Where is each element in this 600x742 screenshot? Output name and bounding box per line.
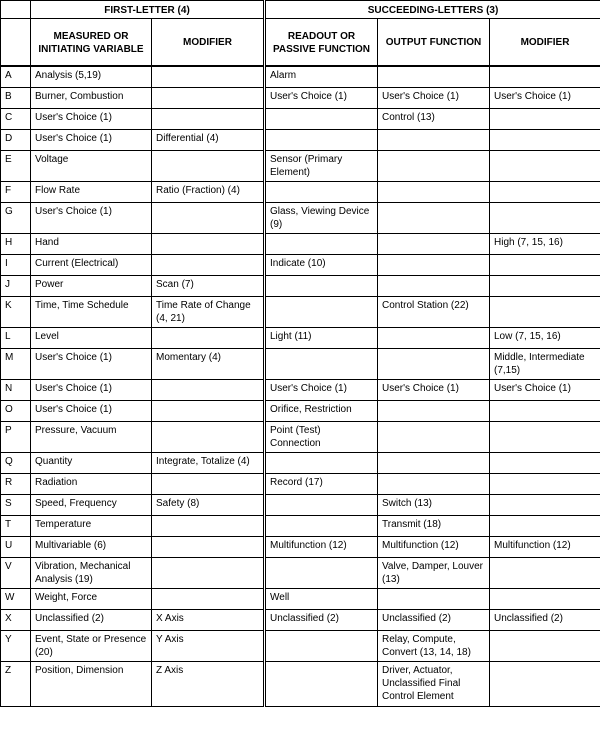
readout-function-cell: Record (17) xyxy=(265,473,378,494)
table-row xyxy=(1,630,600,661)
first-modifier-cell xyxy=(152,515,265,536)
succeeding-modifier-cell xyxy=(490,181,600,202)
succeeding-modifier-cell: Multifunction (12) xyxy=(490,536,600,557)
first-modifier-cell xyxy=(152,473,265,494)
succeeding-modifier-cell: Low (7, 15, 16) xyxy=(490,327,600,348)
succeeding-modifier-header: MODIFIER xyxy=(490,19,600,67)
output-function-cell: Control Station (22) xyxy=(378,296,490,327)
letter-cell: V xyxy=(1,557,31,588)
output-function-cell xyxy=(378,588,490,609)
measured-variable-cell: User's Choice (1) xyxy=(31,202,152,233)
table-row xyxy=(1,515,600,536)
first-modifier-cell xyxy=(152,588,265,609)
first-modifier-cell: Ratio (Fraction) (4) xyxy=(152,181,265,202)
readout-function-cell xyxy=(265,296,378,327)
succeeding-modifier-cell xyxy=(490,400,600,421)
output-function-cell: Valve, Damper, Louver (13) xyxy=(378,557,490,588)
succeeding-modifier-cell xyxy=(490,129,600,150)
first-modifier-cell xyxy=(152,327,265,348)
readout-function-cell xyxy=(265,275,378,296)
readout-function-cell: Well xyxy=(265,588,378,609)
output-function-cell: Relay, Compute, Convert (13, 14, 18) xyxy=(378,630,490,661)
first-modifier-cell: Time Rate of Change (4, 21) xyxy=(152,296,265,327)
readout-function-cell: Multifunction (12) xyxy=(265,536,378,557)
table-row xyxy=(1,609,600,630)
succeeding-modifier-cell xyxy=(490,515,600,536)
table-row xyxy=(1,421,600,452)
measured-variable-cell: Quantity xyxy=(31,452,152,473)
letter-cell: C xyxy=(1,108,31,129)
readout-function-cell xyxy=(265,181,378,202)
column-header-row xyxy=(1,19,600,67)
succeeding-modifier-cell xyxy=(490,473,600,494)
corner-cell xyxy=(1,1,31,19)
first-modifier-cell: Z Axis xyxy=(152,661,265,706)
measured-variable-cell: Current (Electrical) xyxy=(31,254,152,275)
output-function-cell xyxy=(378,150,490,181)
readout-function-cell xyxy=(265,630,378,661)
letter-cell: A xyxy=(1,66,31,87)
succeeding-modifier-cell xyxy=(490,296,600,327)
letter-cell: U xyxy=(1,536,31,557)
output-function-cell xyxy=(378,275,490,296)
measured-variable-cell: Analysis (5,19) xyxy=(31,66,152,87)
succeeding-modifier-cell xyxy=(490,421,600,452)
output-function-cell: Multifunction (12) xyxy=(378,536,490,557)
succeeding-modifier-cell: High (7, 15, 16) xyxy=(490,233,600,254)
first-modifier-cell xyxy=(152,150,265,181)
letter-cell: L xyxy=(1,327,31,348)
measured-variable-cell: Speed, Frequency xyxy=(31,494,152,515)
succeeding-modifier-cell xyxy=(490,494,600,515)
succeeding-modifier-cell xyxy=(490,66,600,87)
measured-variable-cell: Temperature xyxy=(31,515,152,536)
output-function-cell xyxy=(378,254,490,275)
first-modifier-cell xyxy=(152,87,265,108)
first-modifier-cell: Integrate, Totalize (4) xyxy=(152,452,265,473)
readout-function-cell xyxy=(265,233,378,254)
letter-cell: R xyxy=(1,473,31,494)
readout-function-cell: Orifice, Restriction xyxy=(265,400,378,421)
table-row xyxy=(1,536,600,557)
first-letter-group-header: FIRST-LETTER (4) xyxy=(31,1,265,19)
readout-function-cell xyxy=(265,129,378,150)
table-row xyxy=(1,202,600,233)
table-row xyxy=(1,379,600,400)
succeeding-modifier-cell xyxy=(490,202,600,233)
measured-variable-cell: Flow Rate xyxy=(31,181,152,202)
first-modifier-cell xyxy=(152,233,265,254)
output-function-cell: Transmit (18) xyxy=(378,515,490,536)
output-function-cell: Driver, Actuator, Unclassified Final Control Element xyxy=(378,661,490,706)
letter-cell: F xyxy=(1,181,31,202)
letter-cell: X xyxy=(1,609,31,630)
measured-variable-cell: Multivariable (6) xyxy=(31,536,152,557)
first-modifier-cell xyxy=(152,108,265,129)
letter-cell: K xyxy=(1,296,31,327)
first-modifier-cell: Y Axis xyxy=(152,630,265,661)
succeeding-modifier-cell xyxy=(490,557,600,588)
measured-variable-cell: User's Choice (1) xyxy=(31,379,152,400)
measured-variable-cell: Power xyxy=(31,275,152,296)
measured-variable-cell: Unclassified (2) xyxy=(31,609,152,630)
succeeding-modifier-cell: User's Choice (1) xyxy=(490,87,600,108)
table-row xyxy=(1,661,600,706)
measured-variable-cell: Position, Dimension xyxy=(31,661,152,706)
measured-variable-cell: Time, Time Schedule xyxy=(31,296,152,327)
readout-function-cell xyxy=(265,452,378,473)
first-modifier-cell xyxy=(152,400,265,421)
readout-function-cell xyxy=(265,661,378,706)
measured-variable-cell: Hand xyxy=(31,233,152,254)
table-row xyxy=(1,129,600,150)
readout-function-cell: Unclassified (2) xyxy=(265,609,378,630)
table-row xyxy=(1,87,600,108)
measured-variable-cell: Level xyxy=(31,327,152,348)
letter-cell: W xyxy=(1,588,31,609)
letter-cell: I xyxy=(1,254,31,275)
output-function-cell xyxy=(378,400,490,421)
letter-header-cell xyxy=(1,19,31,67)
measured-variable-cell: User's Choice (1) xyxy=(31,348,152,379)
succeeding-modifier-cell xyxy=(490,630,600,661)
succeeding-modifier-cell xyxy=(490,661,600,706)
table-row xyxy=(1,254,600,275)
output-function-cell xyxy=(378,129,490,150)
table-row xyxy=(1,275,600,296)
first-modifier-cell: Scan (7) xyxy=(152,275,265,296)
table-row xyxy=(1,494,600,515)
output-function-cell xyxy=(378,421,490,452)
output-function-cell: Unclassified (2) xyxy=(378,609,490,630)
letter-cell: P xyxy=(1,421,31,452)
succeeding-modifier-cell xyxy=(490,108,600,129)
first-modifier-cell xyxy=(152,379,265,400)
succeeding-letters-group-header: SUCCEEDING-LETTERS (3) xyxy=(265,1,600,19)
output-function-cell: User's Choice (1) xyxy=(378,379,490,400)
table-row xyxy=(1,473,600,494)
first-modifier-cell: Differential (4) xyxy=(152,129,265,150)
first-modifier-cell: X Axis xyxy=(152,609,265,630)
readout-function-cell: Light (11) xyxy=(265,327,378,348)
readout-function-cell: Point (Test) Connection xyxy=(265,421,378,452)
measured-variable-cell: Weight, Force xyxy=(31,588,152,609)
output-function-cell: Switch (13) xyxy=(378,494,490,515)
first-modifier-cell xyxy=(152,202,265,233)
output-function-cell xyxy=(378,452,490,473)
table-body xyxy=(1,66,600,706)
first-modifier-cell xyxy=(152,421,265,452)
letter-cell: D xyxy=(1,129,31,150)
readout-function-cell xyxy=(265,108,378,129)
letter-cell: N xyxy=(1,379,31,400)
table-row xyxy=(1,233,600,254)
table-row xyxy=(1,296,600,327)
measured-variable-cell: Event, State or Presence (20) xyxy=(31,630,152,661)
table-row xyxy=(1,348,600,379)
table-row xyxy=(1,452,600,473)
first-modifier-cell: Momentary (4) xyxy=(152,348,265,379)
first-modifier-cell: Safety (8) xyxy=(152,494,265,515)
table-row xyxy=(1,108,600,129)
succeeding-modifier-cell: Unclassified (2) xyxy=(490,609,600,630)
output-function-cell: User's Choice (1) xyxy=(378,87,490,108)
succeeding-modifier-cell xyxy=(490,452,600,473)
succeeding-modifier-cell: Middle, Intermediate (7,15) xyxy=(490,348,600,379)
output-function-cell xyxy=(378,473,490,494)
measured-variable-cell: User's Choice (1) xyxy=(31,400,152,421)
letter-cell: H xyxy=(1,233,31,254)
output-function-cell xyxy=(378,348,490,379)
succeeding-modifier-cell xyxy=(490,254,600,275)
first-modifier-cell xyxy=(152,66,265,87)
group-header-row xyxy=(1,1,600,19)
table-row xyxy=(1,400,600,421)
letter-cell: S xyxy=(1,494,31,515)
output-function-cell xyxy=(378,233,490,254)
letter-cell: Q xyxy=(1,452,31,473)
output-function-cell xyxy=(378,66,490,87)
measured-variable-cell: Vibration, Mechanical Analysis (19) xyxy=(31,557,152,588)
letter-cell: B xyxy=(1,87,31,108)
succeeding-modifier-cell xyxy=(490,275,600,296)
measured-variable-cell: Burner, Combustion xyxy=(31,87,152,108)
letter-cell: J xyxy=(1,275,31,296)
readout-function-cell: Sensor (Primary Element) xyxy=(265,150,378,181)
readout-function-cell: User's Choice (1) xyxy=(265,379,378,400)
output-function-cell xyxy=(378,202,490,233)
table-row xyxy=(1,66,600,87)
letter-cell: O xyxy=(1,400,31,421)
output-function-cell xyxy=(378,327,490,348)
table-row xyxy=(1,588,600,609)
readout-function-header: READOUT OR PASSIVE FUNCTION xyxy=(265,19,378,67)
readout-function-cell: Alarm xyxy=(265,66,378,87)
output-function-header: OUTPUT FUNCTION xyxy=(378,19,490,67)
output-function-cell xyxy=(378,181,490,202)
measured-variable-cell: User's Choice (1) xyxy=(31,108,152,129)
readout-function-cell: Indicate (10) xyxy=(265,254,378,275)
letter-cell: M xyxy=(1,348,31,379)
output-function-cell: Control (13) xyxy=(378,108,490,129)
readout-function-cell xyxy=(265,348,378,379)
readout-function-cell: User's Choice (1) xyxy=(265,87,378,108)
letter-cell: G xyxy=(1,202,31,233)
readout-function-cell xyxy=(265,494,378,515)
letter-cell: T xyxy=(1,515,31,536)
table-row xyxy=(1,327,600,348)
first-modifier-cell xyxy=(152,254,265,275)
measured-variable-header: MEASURED OR INITIATING VARIABLE xyxy=(31,19,152,67)
table-row xyxy=(1,150,600,181)
measured-variable-cell: Pressure, Vacuum xyxy=(31,421,152,452)
table-row xyxy=(1,181,600,202)
readout-function-cell xyxy=(265,557,378,588)
readout-function-cell xyxy=(265,515,378,536)
letter-cell: Y xyxy=(1,630,31,661)
first-modifier-cell xyxy=(152,557,265,588)
letter-cell: E xyxy=(1,150,31,181)
first-modifier-header: MODIFIER xyxy=(152,19,265,67)
measured-variable-cell: Radiation xyxy=(31,473,152,494)
measured-variable-cell: User's Choice (1) xyxy=(31,129,152,150)
first-modifier-cell xyxy=(152,536,265,557)
measured-variable-cell: Voltage xyxy=(31,150,152,181)
readout-function-cell: Glass, Viewing Device (9) xyxy=(265,202,378,233)
succeeding-modifier-cell xyxy=(490,150,600,181)
table-row xyxy=(1,557,600,588)
succeeding-modifier-cell xyxy=(490,588,600,609)
letter-cell: Z xyxy=(1,661,31,706)
succeeding-modifier-cell: User's Choice (1) xyxy=(490,379,600,400)
